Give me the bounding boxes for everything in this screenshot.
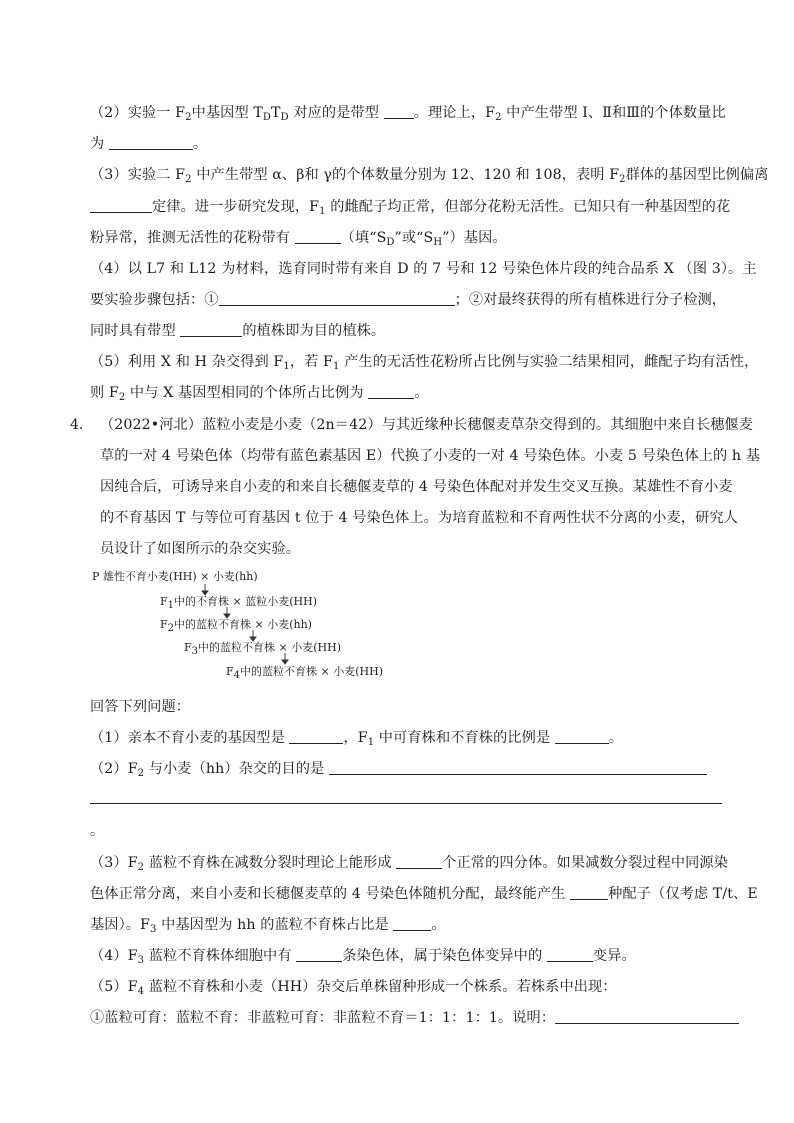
q4-sub3-line2: 色体正常分离，来自小麦和长穗偃麦草的 4 号染色体随机分配，最终能产生 种配子（仅考虑 T/t、E bbox=[90, 886, 758, 902]
answer-line[interactable] bbox=[90, 803, 722, 804]
q3-part5-line2: 则 $F_2$ 中与 X 基因型相同的个体所占比例为 。 bbox=[90, 385, 429, 403]
q4-sub3-line3: 基因）。$F_3$ 中基因型为 hh 的蓝粒不育株占比是 。 bbox=[90, 917, 446, 935]
q4-sub2: $(2)F_2$ 与小麦（hh）杂交的目的是 bbox=[90, 759, 707, 779]
answer-blank[interactable] bbox=[396, 854, 442, 869]
q4-stem-line5: 员设计了如图所示的杂交实验。 bbox=[100, 541, 301, 557]
answer-blank[interactable] bbox=[296, 947, 342, 962]
q3-part4-line3: 同时具有带型 的植株即为目的植株。 bbox=[90, 323, 386, 339]
q4-stem-line4: 的不育基因 T 与等位可育基因 t 位于 4 号染色体上。为培育蓝粒和不育两性状不分离的小麦，研究人 bbox=[100, 510, 738, 526]
q4-stem-line2: 草的一对 4 号染色体（均带有蓝色素基因 E）代换了小麦的一对 4 号染色体。小麦 5 号染色体上的 h 基 bbox=[100, 448, 761, 464]
q4-stem-line3: 因纯合后，可诱导来自小麦的和来自长穗偃麦草的 4 号染色体配对并发生交叉互换。某雄性不育小麦 bbox=[100, 479, 733, 495]
q3-part4-line1: （4）以 L7 和 L12 为材料，选育同时带有来自 D 的 7 号和 12 号染色体片段的纯合品系 X （图 3）。主 bbox=[90, 261, 757, 277]
answer-blank[interactable] bbox=[329, 760, 707, 775]
answer-blank[interactable] bbox=[570, 885, 608, 900]
q4-sub4: $(4)F_3$ 蓝粒不育株体细胞中有 条染色体，属于染色体变异中的 变异。 bbox=[90, 948, 636, 966]
answer-blank[interactable] bbox=[555, 1009, 739, 1024]
q4-sub5-line2: ①蓝粒可育：蓝粒不育：非蓝粒可育：非蓝粒不育＝1：1：1：1。说明： bbox=[90, 1008, 739, 1028]
q4-sub3-line1: $(3)F_2$ 蓝粒不育株在减数分裂时理论上能形成 个正常的四分体。如果减数分裂过程中同源染 bbox=[90, 855, 728, 873]
q3-part3-line2: 定律。进一步研究发现，$F_1$ 的雌配子均正常，但部分花粉无活性。已知只有一种基因型的花 bbox=[90, 197, 730, 217]
cross-generation-p: P 雄性不育小麦(HH) × 小麦(hh) bbox=[92, 570, 258, 583]
q3-part4-line2: 要实验步骤包括：① ；②对最终获得的所有植株进行分子检测， bbox=[90, 292, 727, 308]
answer-blank[interactable] bbox=[555, 729, 609, 744]
cross-generation-f4: $F_4$中的蓝粒不育株 × 小麦(HH) bbox=[226, 665, 383, 681]
answer-blank[interactable] bbox=[547, 947, 593, 962]
q3-part5-line1: （5）利用 X 和 H 杂交得到 $F_1$，若 $F_1$ 产生的无活性花粉所占比例与实验二结果相同，雌配子均有活性， bbox=[90, 354, 759, 372]
cross-generation-f1: $F_1$中的不育株 × 蓝粒小麦(HH) bbox=[160, 595, 317, 611]
arrow-head bbox=[282, 660, 288, 664]
q3-part2-line1: （2）实验一 $F_2$中基因型 $T_DT_D$ 对应的是带型 。理论上，$F_2$ 中产生带型 Ⅰ、Ⅱ和Ⅲ的个体数量比 bbox=[90, 105, 726, 123]
question-number: 4. bbox=[70, 417, 84, 433]
cross-generation-f2: $F_2$中的蓝粒不育株 × 小麦(hh) bbox=[160, 618, 312, 634]
answer-prompt: 回答下列问题： bbox=[90, 699, 191, 715]
q4-stem-line1: （2022•河北）蓝粒小麦是小麦（2n＝42）与其近缘种长穗偃麦草杂交得到的。其细胞中来自长穗偃麦 bbox=[100, 417, 754, 433]
q3-part3-line1: （3）实验二 $F_2$ 中产生带型 α、β和 γ的个体数量分别为 12、120 和 108，表明 $F_2$群体的基因型比例偏离 bbox=[90, 167, 769, 185]
q4-sub5-line1: $(5)F_4$ 蓝粒不育株和小麦（HH）杂交后单株留种形成一个株系。若株系中出现： bbox=[90, 979, 617, 997]
answer-blank[interactable] bbox=[393, 916, 431, 931]
q3-part3-line3: 粉异常，推测无活性的花粉带有 （填“$S_D$”或“$S_H$”）基因。 bbox=[90, 230, 507, 248]
q3-part2-line2: 为 。 bbox=[90, 136, 208, 152]
q4-sub2-end: 。 bbox=[90, 823, 105, 839]
cross-generation-f3: $F_3$中的蓝粒不育株 × 小麦(HH) bbox=[184, 641, 341, 657]
answer-blank[interactable] bbox=[289, 729, 343, 744]
q4-sub1: （1）亲本不育小麦的基因型是 ，$F_1$ 中可育株和不育株的比例是 。 bbox=[90, 730, 624, 748]
